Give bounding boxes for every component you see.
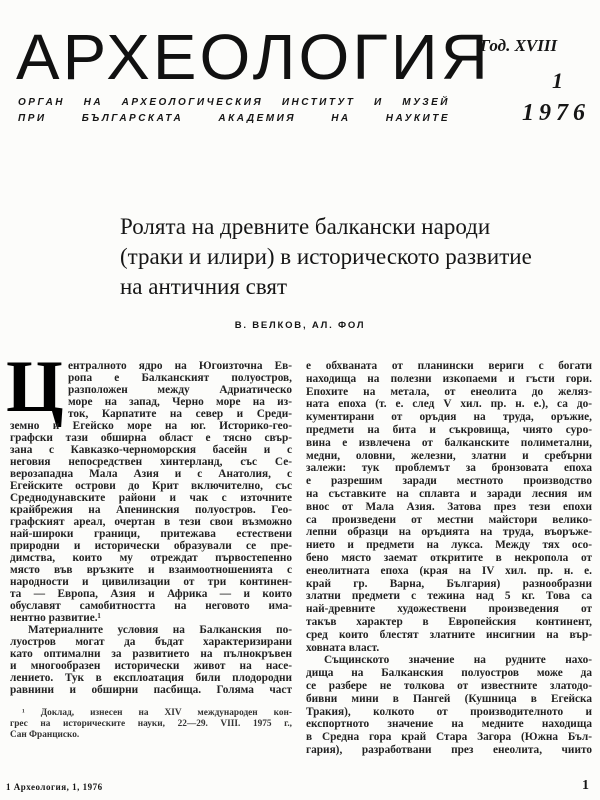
- left-column: [10, 360, 292, 696]
- text-line: равнини и обширни пасбища. Голяма част: [10, 684, 292, 696]
- footnote-line: Сан Франциско.: [10, 730, 80, 740]
- text-line: е обхваната от планински вериги с богати: [306, 360, 592, 372]
- running-footer: 1 Археология, 1, 1976: [6, 782, 103, 792]
- text-line: та — Европа, Азия и Африка — и които: [10, 588, 292, 600]
- text-line: ток, Карпатите на север и Среди-: [68, 408, 292, 420]
- text-line: лепни образци на оръдията на труда, въоръже-: [306, 526, 592, 539]
- text-line: зана с Кавказко-черноморския басейн и с: [10, 444, 292, 456]
- text-line: море на запад, Черно море на из-: [68, 396, 292, 408]
- text-line: Егейските острови до Крит включително, със: [10, 480, 292, 492]
- article-title-line: Ролята на древните балкански народи: [120, 214, 491, 239]
- article-title: [120, 212, 570, 302]
- footnote: [10, 708, 292, 741]
- page-number: 1: [582, 778, 589, 793]
- text-line: ховната власт.: [306, 641, 380, 654]
- text-line: най-древните художествени произведения от: [306, 603, 592, 616]
- text-line: дища на Балканския полуостров може да: [306, 667, 592, 680]
- right-column: [306, 360, 592, 757]
- text-line: Същинското значение на рудните нахо-: [324, 654, 592, 667]
- text-line: бивни мини в Пангей (Кушница в Егейска: [306, 692, 592, 705]
- text-line: графският ареал, очертан в тези свои възможно: [10, 516, 292, 528]
- journal-subtitle-line-1: ОРГАН НА АРХЕОЛОГИЧЕСКИЯ ИНСТИТУТ И МУЗЕЙ: [18, 97, 450, 108]
- text-line: се разбере не толкова от известните златодо-: [306, 679, 592, 692]
- text-line: е разрешим заради местното производство: [306, 475, 592, 488]
- text-line: място във връзките и взаимоотношенията с: [10, 564, 292, 576]
- text-line: неговия непосредствен хинтерланд, със Се-: [10, 456, 292, 468]
- publication-year: 1976: [522, 100, 590, 126]
- article-title-line: на античния свят: [120, 274, 288, 299]
- text-line: и многообразен исторически живот на насе-: [10, 660, 292, 672]
- text-line: ентралното ядро на Югоизточна Ев-: [68, 360, 292, 372]
- text-line: кументирани от оръдия на труда, оръжие,: [306, 411, 592, 424]
- text-line: Тракия), колкото от производителното и: [306, 705, 592, 718]
- journal-title: АРХЕОЛОГИЯ: [16, 21, 491, 93]
- text-line: като оптимални за развитието на пълнокръвен: [10, 648, 292, 660]
- text-line: ропа е Балканският полуостров,: [68, 372, 292, 384]
- text-line: графски тази обширна област е тясно свър-: [10, 432, 292, 444]
- footnote-line: грес на историческите науки, 22—29. VIII. 1975 г.,: [10, 719, 292, 729]
- text-line: на съставките на сплавта и заради лесния им: [306, 487, 592, 500]
- text-line: са произведени от местни майстори велико-: [306, 513, 592, 526]
- text-line: медни, оловни, железни, златни и сребърни: [306, 449, 592, 462]
- text-line: вина е извлечена от балканските полиметални,: [306, 436, 592, 449]
- footnote-line: ¹ Доклад, изнесен на XIV международен кон-: [22, 708, 292, 718]
- text-line: бено място заемат откритите в некропола от: [306, 551, 592, 564]
- text-line: верозападна Мала Азия и с Анатолия, с: [10, 468, 292, 480]
- text-line: внос от Мала Азия. Затова през тези епохи: [306, 500, 592, 513]
- text-line: разположен между Адриатическо: [68, 384, 292, 396]
- text-line: такъв характер в Европейския континент,: [306, 615, 592, 628]
- text-line: експортното значение на медните находища: [306, 718, 592, 731]
- text-line: златни предмети с тежина над 5 кг. Това са: [306, 590, 592, 603]
- text-line: ната епоха (т. е. след V хил. пр. н. е.), са до-: [306, 398, 592, 411]
- issue-number: 1: [552, 68, 563, 93]
- journal-subtitle-line-2: ПРИ БЪЛГАРСКАТА АКАДЕМИЯ НА НАУКИТЕ: [18, 113, 450, 124]
- text-line: луостров могат да бъдат характеризирани: [10, 636, 292, 648]
- text-line: Материалните условия на Балканския по-: [28, 624, 292, 636]
- text-line: крайбрежия на Апенинския полуостров. Гео-: [10, 504, 292, 516]
- text-line: нентно развитие.¹: [10, 612, 101, 624]
- text-line: природни и исторически образували се пре-: [10, 540, 292, 552]
- text-line: Епохите на метала, от енеолита до желяз-: [306, 385, 592, 398]
- volume-label: Год. XVIII: [480, 36, 558, 55]
- text-line: народности и цивилизации от три континен-: [10, 576, 292, 588]
- text-line: в Средна гора край Стара Загора (Южна Бъл-: [306, 731, 592, 744]
- text-line: димства, които му отреждат първостепенно: [10, 552, 292, 564]
- drop-cap: Ц: [6, 346, 64, 428]
- text-line: земно и Егейско море на юг. Историко-гео-: [10, 420, 292, 432]
- text-line: енеолитната епоха (края на IV хил. пр. н. е.: [306, 564, 592, 577]
- article-title-line: (траки и илири) в историческото развитие: [120, 244, 532, 269]
- text-line: предмети на бита и съкровища, чиято суро-: [306, 423, 592, 436]
- text-line: гария), разработвани през енеолита, чиито: [306, 743, 592, 756]
- text-line: Среднодунавските райони и чак с източните: [10, 492, 292, 504]
- text-line: лението. Тук в експлоатация били плодородни: [10, 672, 292, 684]
- text-line: залежи: тук проблемът за бронзовата епоха: [306, 462, 592, 475]
- text-line: нието и предмети на лукса. Между тях осо-: [306, 539, 592, 552]
- text-line: край гр. Варна, България) разнообразни: [306, 577, 592, 590]
- article-authors: В. ВЕЛКОВ, АЛ. ФОЛ: [234, 320, 366, 331]
- text-line: сред които блестят златните инсигнии на вър-: [306, 628, 592, 641]
- text-line: находища на полезни изкопаеми и гъсти гори.: [306, 372, 592, 385]
- text-line: най-широки граници, притежава естествени: [10, 528, 292, 540]
- text-line: обуславят самобитността на неговото има-: [10, 600, 292, 612]
